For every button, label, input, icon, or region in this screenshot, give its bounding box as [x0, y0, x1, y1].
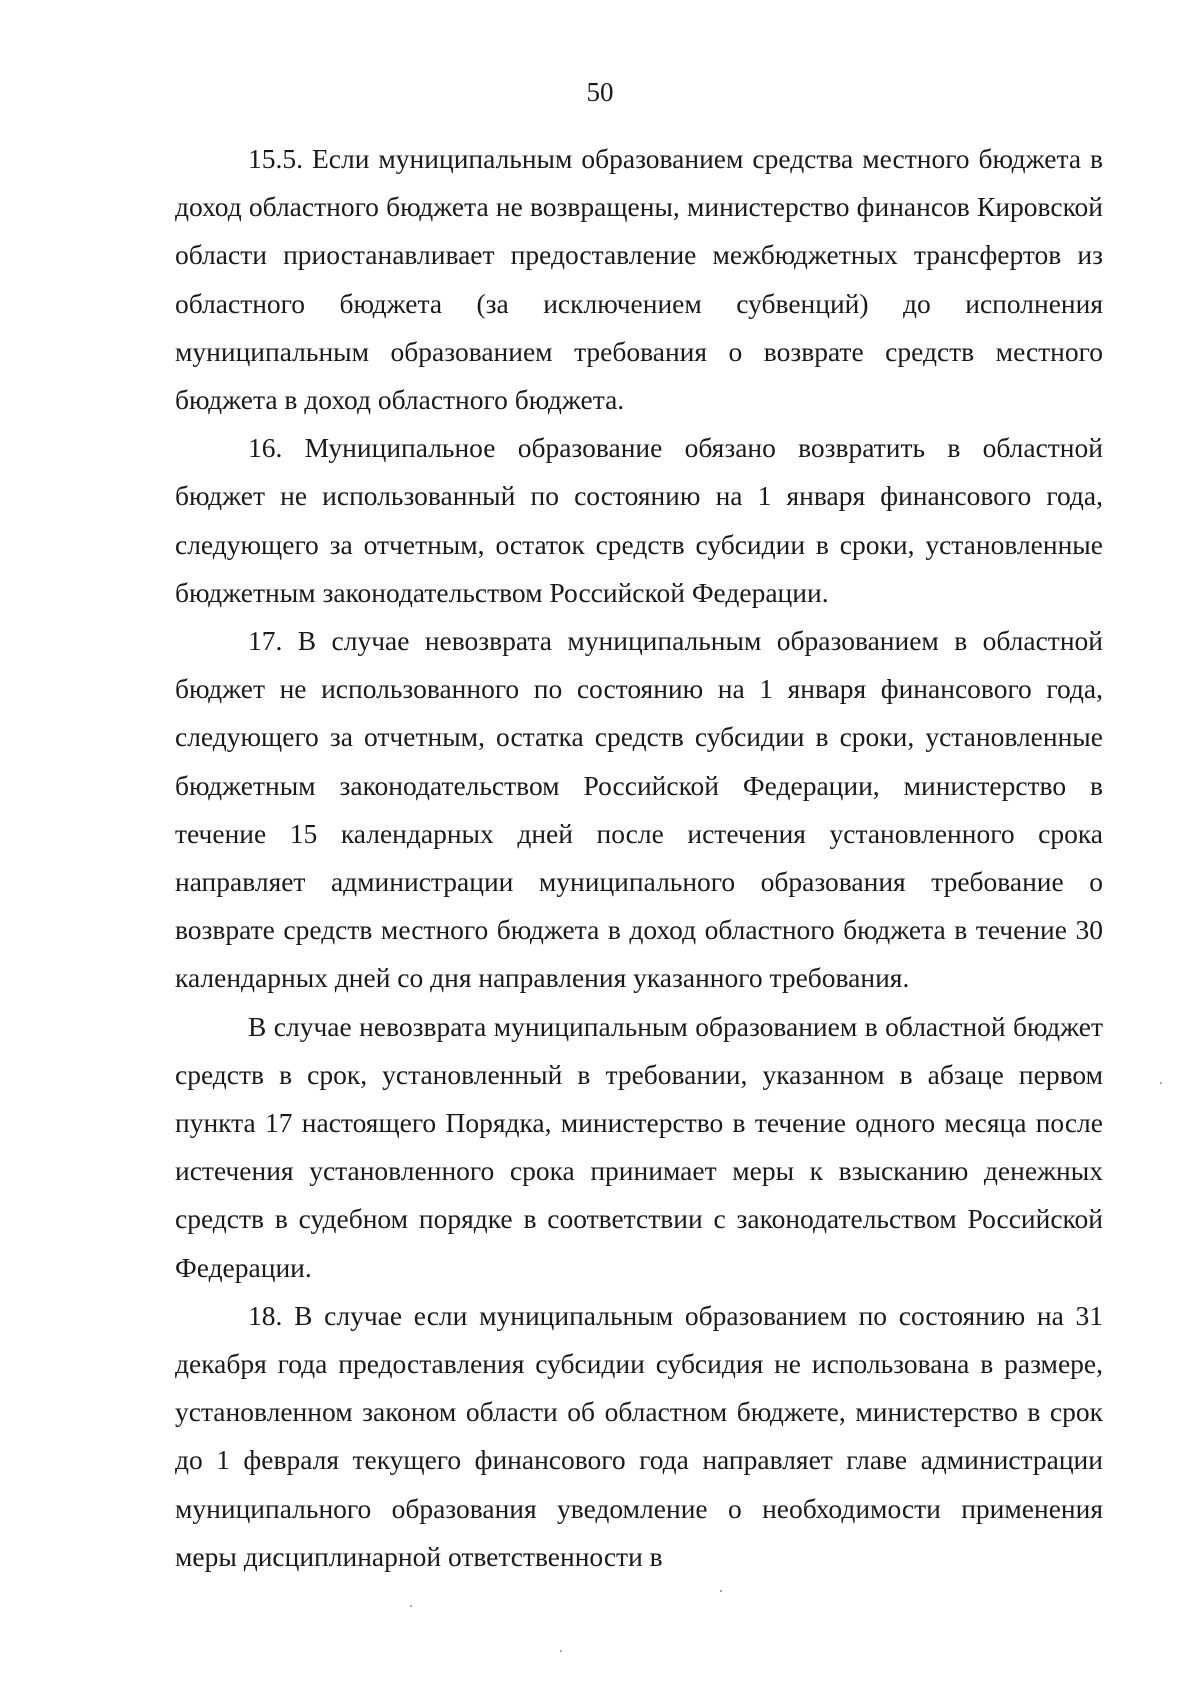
page-number: 50	[586, 77, 614, 107]
paragraph-17-second: В случае невозврата муниципальным образованием в областной бюджет средств в срок, установленный в требовании, указанном в абзаце первом пункта 17 настоящего Порядка, министерство в течение одного месяца после истечения установленного срока принимает меры к взысканию денежных средств в судебном порядке в соответствии с законодательством Российской Федерации.	[175, 1010, 1103, 1283]
scan-speck	[1160, 1082, 1162, 1084]
paragraph-15-5: 15.5. Если муниципальным образованием средства местного бюджета в доход областного бюджета не возвращены, министерство финансов Кировской области приостанавливает предоставление межбюджетных трансфертов из областного бюджета (за исключением субвенций) до исполнения муниципальным образованием требования о возврате средств местного бюджета в доход областного бюджета.	[175, 143, 1103, 416]
document-body	[175, 135, 1103, 1581]
scan-speck	[720, 1590, 722, 1592]
paragraph-18: 18. В случае если муниципальным образованием по состоянию на 31 декабря года предоставления субсидии субсидия не использована в размере, установленном законом области об областном бюджете, министерство в срок до 1 февраля текущего финансового года направляет главе администрации муниципального образования уведомление о необходимости применения меры дисциплинарной ответственности в	[175, 1299, 1103, 1572]
paragraph-17: 17. В случае невозврата муниципальным образованием в областной бюджет не использованного по состоянию на 1 января финансового года, следующего за отчетным, остатка средств субсидии в сроки, установленные бюджетным законодательством Российской Федерации, министерство в течение 15 календарных дней после истечения установленного срока направляет администрации муниципального образования требование о возврате средств местного бюджета в доход областного бюджета в течение 30 календарных дней со дня направления указанного требования.	[175, 625, 1103, 994]
scan-speck	[410, 1605, 412, 1607]
paragraph-16: 16. Муниципальное образование обязано возвратить в областной бюджет не использованный по состоянию на 1 января финансового года, следующего за отчетным, остаток средств субсидии в сроки, установленные бюджетным законодательством Российской Федерации.	[175, 432, 1103, 608]
scan-speck	[560, 1650, 562, 1652]
